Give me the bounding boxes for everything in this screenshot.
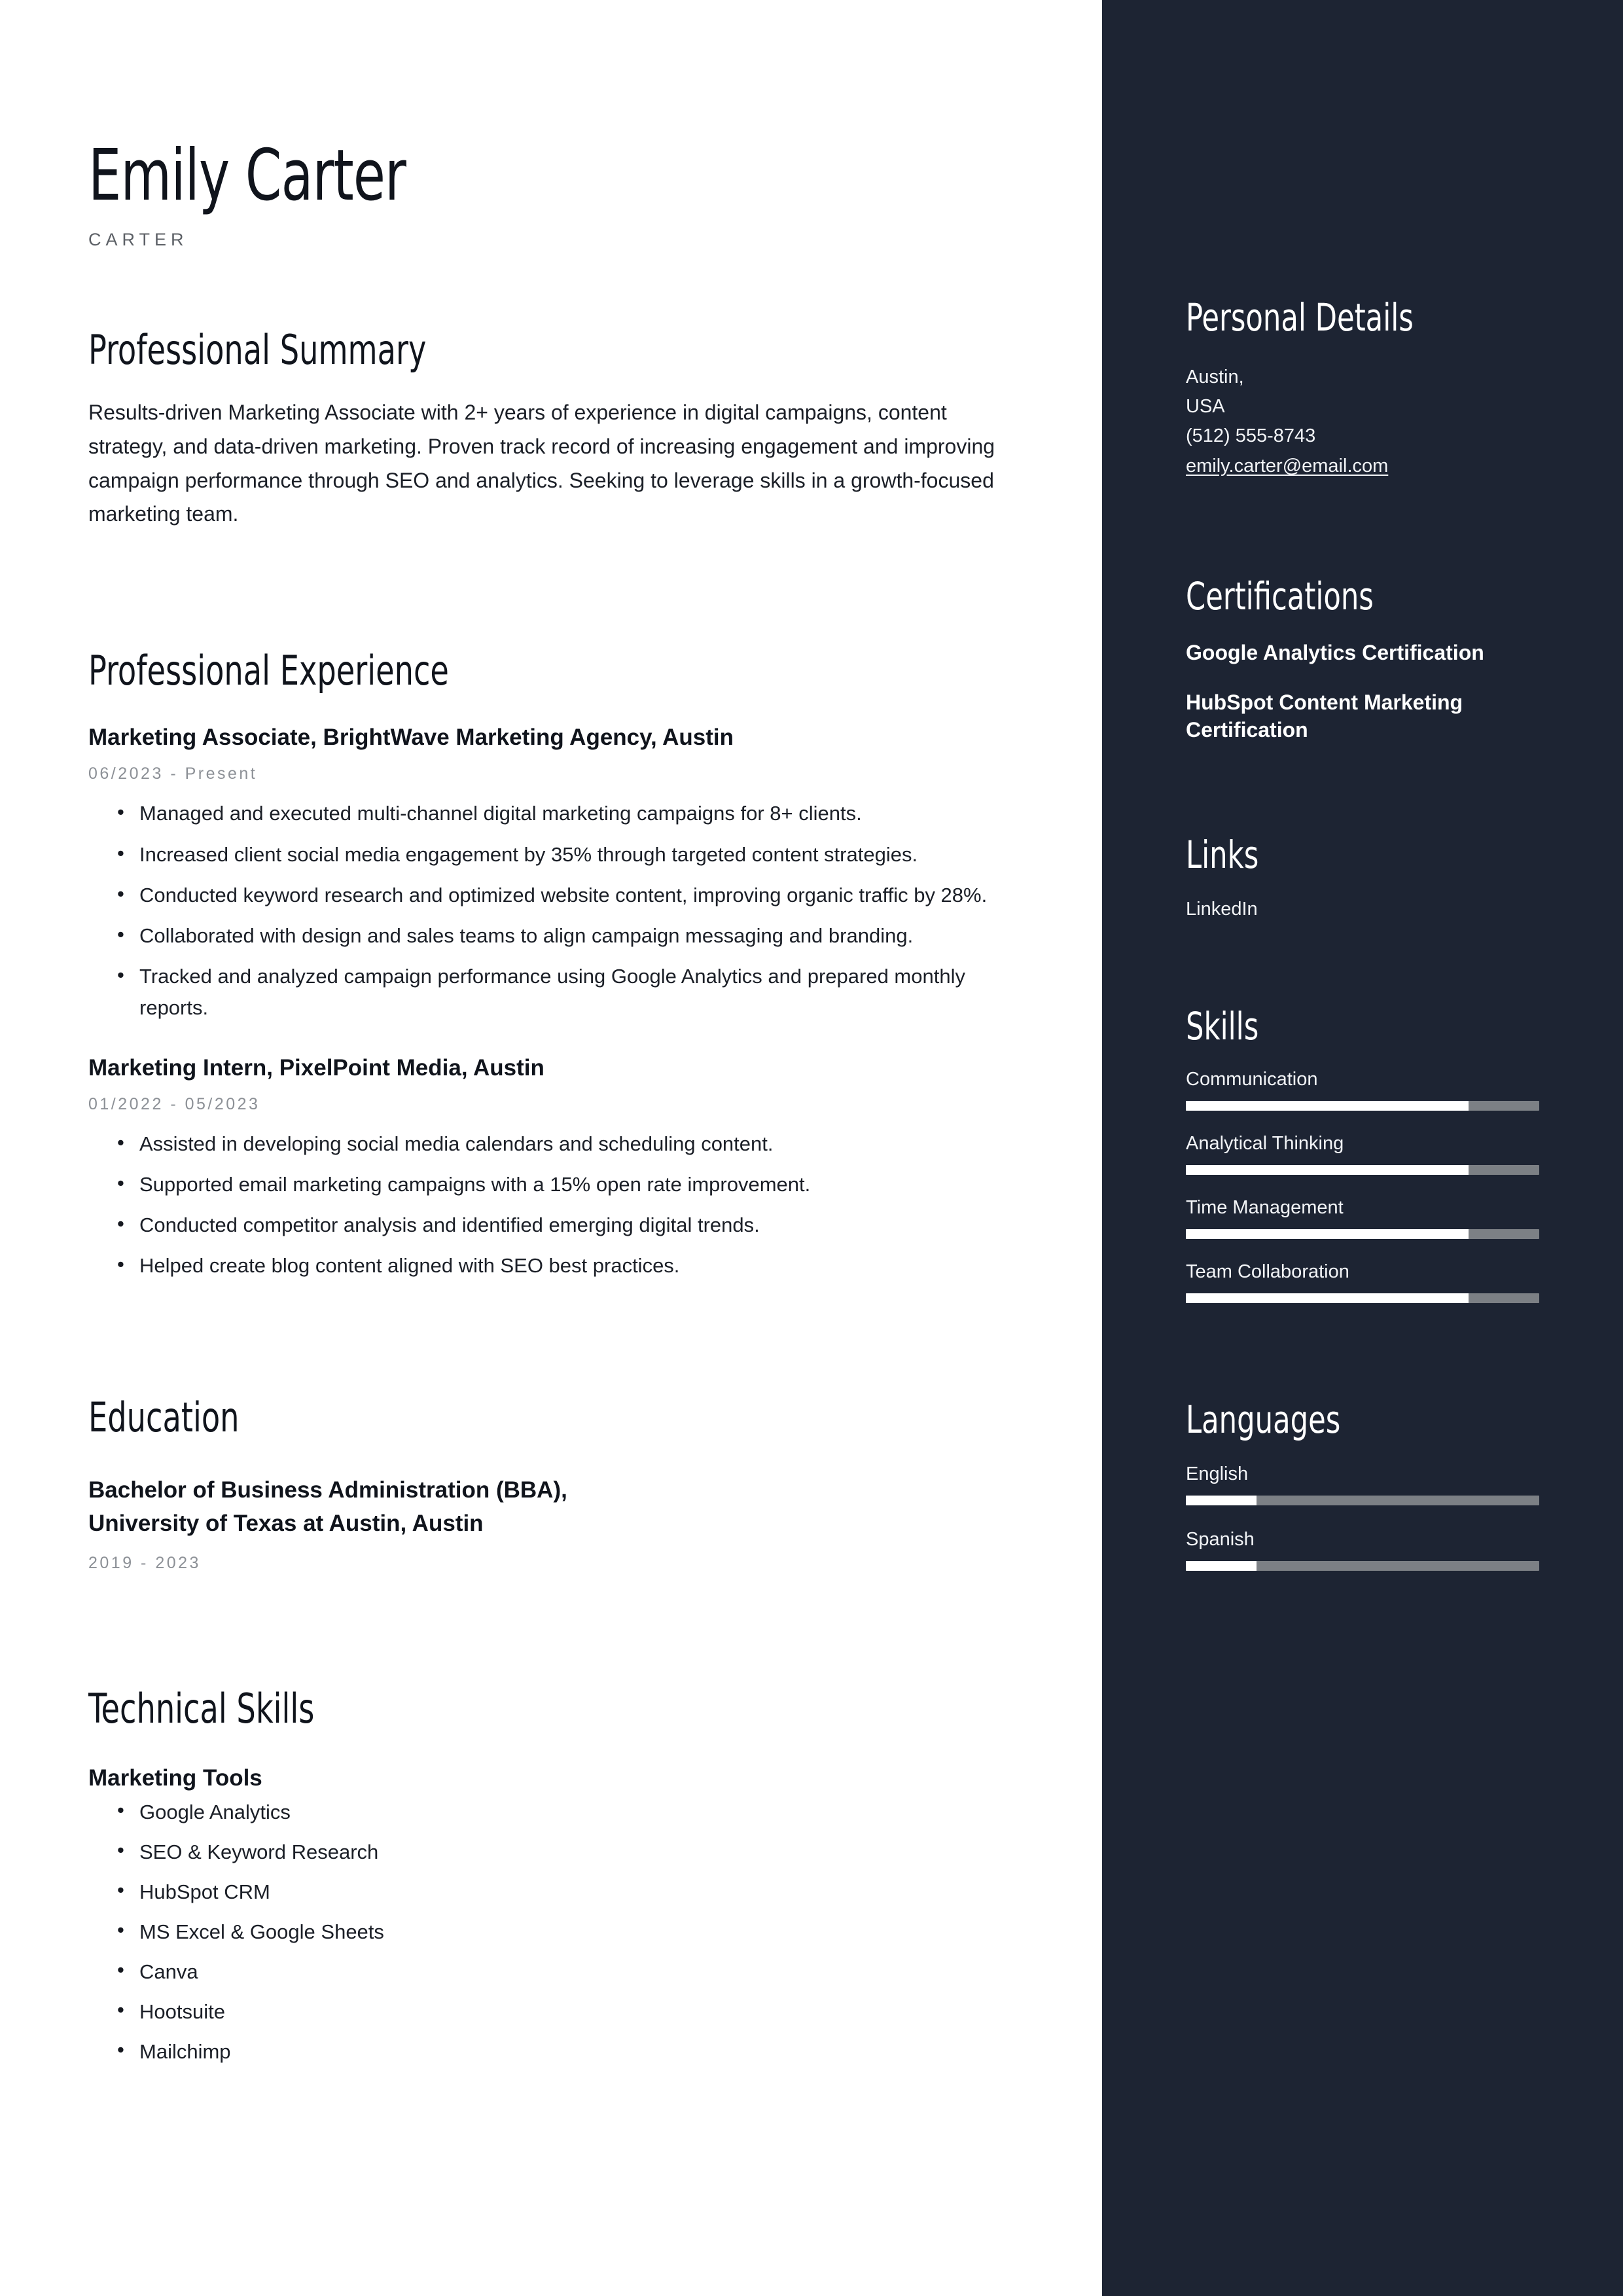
sidebar-section-certifications (1186, 573, 1539, 744)
language-label: Spanish (1186, 1529, 1255, 1551)
link-item-linkedin[interactable]: LinkedIn (1186, 899, 1258, 920)
job-dates: 01/2022 - 05/2023 (88, 1095, 260, 1113)
skill-label: Time Management (1186, 1197, 1344, 1219)
skill-label: Communication (1186, 1069, 1318, 1090)
experience-entry (88, 722, 1014, 1024)
list-item: • Hootsuite (139, 2001, 1014, 2022)
technical-skill-list (88, 1802, 1014, 2062)
list-item: • Supported email marketing campaigns with a 15% open rate improvement. (139, 1169, 1011, 1200)
skill-level-bar (1186, 1229, 1539, 1239)
summary-text: Results-driven Marketing Associate with 2+ years of experience in digital campaigns, content strategy, and data-driven marketing. Proven track record of increasing engagement and improving campaign performance through SEO and analytics. Seeking to leverage skills in a growth-focused marketing team. (88, 400, 995, 526)
technical-skill-group-title: Marketing Tools (88, 1765, 262, 1791)
skill-level-bar (1186, 1165, 1539, 1175)
education-institution: University of Texas at Austin, Austin (88, 1510, 484, 1536)
sidebar-section-links (1186, 835, 1539, 920)
skill-row (1186, 1197, 1539, 1239)
list-item: • Canva (139, 1962, 1014, 1982)
page-title: Emily Carter (88, 135, 406, 217)
skill-row (1186, 1261, 1539, 1303)
list-item: • Mailchimp (139, 2041, 1014, 2062)
list-item: • Assisted in developing social media calendars and scheduling content. (139, 1128, 1011, 1160)
language-level-bar (1186, 1496, 1539, 1505)
personal-detail-country: USA (1186, 396, 1225, 418)
list-item: • SEO & Keyword Research (139, 1842, 1014, 1862)
sidebar-heading-links: Links (1186, 833, 1259, 878)
section-heading-summary: Professional Summary (88, 326, 427, 374)
list-item: • HubSpot CRM (139, 1882, 1014, 1902)
list-item: • Conducted competitor analysis and identified emerging digital trends. (139, 1210, 1011, 1241)
skill-label: Analytical Thinking (1186, 1133, 1344, 1155)
skill-level-bar (1186, 1293, 1539, 1303)
sidebar-section-personal-details (1186, 295, 1539, 481)
section-heading-education: Education (88, 1393, 240, 1442)
skill-level-fill (1186, 1293, 1469, 1303)
section-heading-technical-skills: Technical Skills (88, 1684, 315, 1732)
personal-detail-phone[interactable]: (512) 555-8743 (1186, 425, 1316, 447)
sidebar-heading-personal-details: Personal Details (1186, 295, 1414, 340)
sidebar (1102, 0, 1623, 2296)
language-row (1186, 1463, 1539, 1505)
education-dates: 2019 - 2023 (88, 1553, 201, 1572)
surname-kicker: CARTER (88, 230, 188, 249)
list-item: • Collaborated with design and sales teams to align campaign messaging and branding. (139, 920, 1011, 952)
job-title: Marketing Associate, BrightWave Marketing Agency, Austin (88, 725, 734, 751)
list-item: • Increased client social media engagement by 35% through targeted content strategies. (139, 839, 1011, 870)
certification-item: HubSpot Content Marketing Certification (1186, 690, 1463, 742)
language-level-fill (1186, 1496, 1257, 1505)
personal-details-list (1186, 363, 1539, 481)
job-title: Marketing Intern, PixelPoint Media, Austin (88, 1054, 544, 1081)
list-item: • Conducted keyword research and optimized website content, improving organic traffic by 28%. (139, 880, 1011, 911)
list-item: • MS Excel & Google Sheets (139, 1922, 1014, 1942)
list-item: • Helped create blog content aligned with SEO best practices. (139, 1250, 1011, 1282)
skill-level-bar (1186, 1101, 1539, 1111)
skill-row (1186, 1069, 1539, 1111)
experience-entry (88, 1052, 1014, 1282)
section-heading-experience: Professional Experience (88, 647, 449, 695)
language-level-fill (1186, 1561, 1257, 1571)
job-bullet-list (88, 1128, 1011, 1282)
job-bullet-list (88, 798, 1011, 1023)
list-item: • Tracked and analyzed campaign performance using Google Analytics and prepared monthly reports. (139, 961, 1011, 1024)
sidebar-heading-certifications: Certifications (1186, 573, 1374, 619)
language-label: English (1186, 1463, 1249, 1485)
certification-item: Google Analytics Certification (1186, 640, 1484, 664)
list-item: • Google Analytics (139, 1802, 1014, 1822)
skill-row (1186, 1133, 1539, 1175)
personal-detail-email[interactable]: emily.carter@email.com (1186, 455, 1389, 476)
education-degree: Bachelor of Business Administration (BBA), (88, 1477, 567, 1503)
education-entry (88, 1474, 1014, 1573)
technical-skill-group (88, 1765, 1014, 2062)
language-level-bar (1186, 1561, 1539, 1571)
sidebar-heading-languages: Languages (1186, 1397, 1341, 1443)
job-dates: 06/2023 - Present (88, 764, 258, 783)
skill-level-fill (1186, 1165, 1469, 1175)
personal-detail-city: Austin, (1186, 366, 1244, 387)
language-row (1186, 1529, 1539, 1571)
skill-level-fill (1186, 1101, 1469, 1111)
skill-level-fill (1186, 1229, 1469, 1239)
sidebar-section-languages (1186, 1397, 1539, 1571)
skill-label: Team Collaboration (1186, 1261, 1349, 1283)
sidebar-heading-skills: Skills (1186, 1004, 1259, 1049)
sidebar-section-skills (1186, 1004, 1539, 1303)
list-item: • Managed and executed multi-channel digital marketing campaigns for 8+ clients. (139, 798, 1011, 829)
